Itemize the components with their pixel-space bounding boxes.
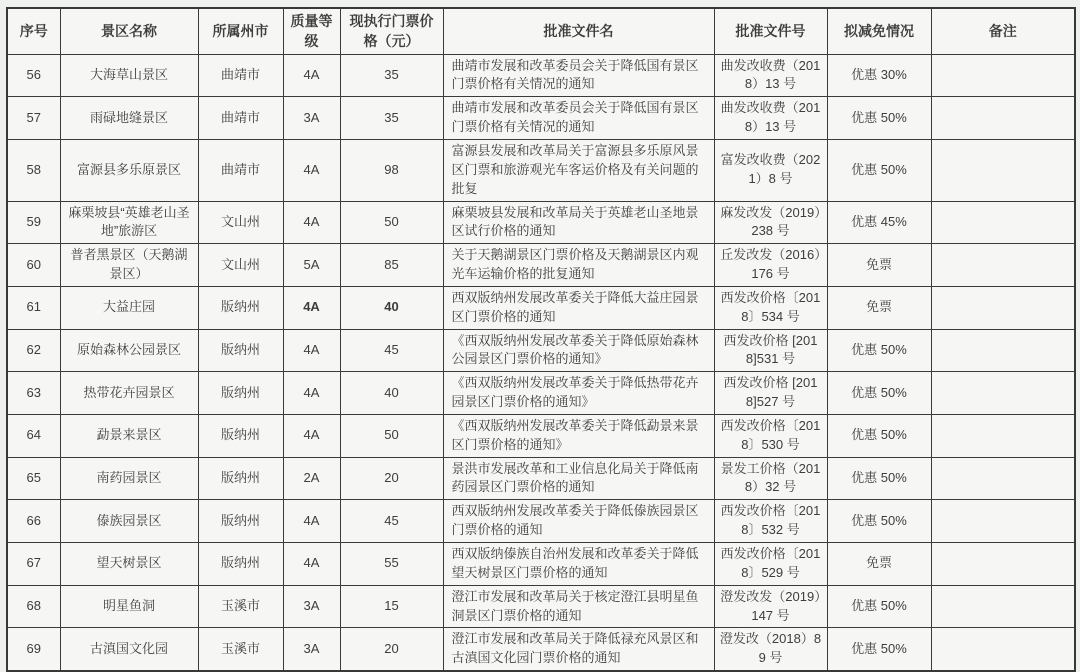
table-row (7, 628, 1075, 671)
table-row (7, 372, 1075, 415)
cell-remark (931, 628, 1075, 671)
cell-remark (931, 414, 1075, 457)
cell-quality-grade: 4A (283, 329, 340, 372)
cell-proposed-reduction: 优惠 50% (827, 139, 931, 201)
cell-current-ticket-price: 98 (340, 139, 443, 201)
cell-prefecture-city: 版纳州 (198, 457, 283, 500)
cell-scenic-area-name: 大益庄园 (60, 286, 198, 329)
cell-proposed-reduction: 免票 (827, 543, 931, 586)
cell-approval-document-number: 西发改价格〔2018〕532 号 (714, 500, 827, 543)
table-body (7, 54, 1075, 671)
cell-scenic-area-name: 富源县多乐原景区 (60, 139, 198, 201)
cell-quality-grade: 4A (283, 286, 340, 329)
table-row (7, 500, 1075, 543)
cell-prefecture-city: 文山州 (198, 244, 283, 287)
cell-prefecture-city: 玉溪市 (198, 628, 283, 671)
table-row (7, 329, 1075, 372)
cell-approval-document-number: 麻发改发（2019）238 号 (714, 201, 827, 244)
header-proposed-reduction: 拟减免情况 (827, 8, 931, 54)
cell-serial-number: 65 (7, 457, 60, 500)
cell-approval-document-number: 丘发改发（2016）176 号 (714, 244, 827, 287)
cell-scenic-area-name: 望天树景区 (60, 543, 198, 586)
table-row (7, 543, 1075, 586)
cell-approval-document-number: 富发改收费（2021）8 号 (714, 139, 827, 201)
table-row (7, 244, 1075, 287)
table-row (7, 414, 1075, 457)
table-row (7, 54, 1075, 97)
cell-prefecture-city: 版纳州 (198, 329, 283, 372)
header-serial-number: 序号 (7, 8, 60, 54)
cell-prefecture-city: 版纳州 (198, 286, 283, 329)
cell-quality-grade: 4A (283, 54, 340, 97)
cell-quality-grade: 4A (283, 414, 340, 457)
cell-quality-grade: 4A (283, 139, 340, 201)
table-row (7, 286, 1075, 329)
cell-remark (931, 543, 1075, 586)
cell-remark (931, 286, 1075, 329)
cell-proposed-reduction: 优惠 50% (827, 414, 931, 457)
cell-approval-document-name: 《西双版纳州发展改革委关于降低原始森林公园景区门票价格的通知》 (443, 329, 714, 372)
cell-proposed-reduction: 免票 (827, 244, 931, 287)
cell-remark (931, 54, 1075, 97)
cell-prefecture-city: 曲靖市 (198, 97, 283, 140)
scenic-area-ticket-price-table (6, 7, 1076, 672)
cell-proposed-reduction: 优惠 50% (827, 585, 931, 628)
cell-quality-grade: 3A (283, 628, 340, 671)
cell-remark (931, 500, 1075, 543)
cell-approval-document-name: 西双版纳州发展改革委关于降低傣族园景区门票价格的通知 (443, 500, 714, 543)
header-approval-document-number: 批准文件号 (714, 8, 827, 54)
cell-approval-document-name: 西双版纳傣族自治州发展和改革委关于降低望天树景区门票价格的通知 (443, 543, 714, 586)
cell-current-ticket-price: 45 (340, 500, 443, 543)
cell-current-ticket-price: 35 (340, 54, 443, 97)
table-row (7, 457, 1075, 500)
cell-quality-grade: 4A (283, 543, 340, 586)
cell-approval-document-name: 西双版纳州发展改革委关于降低大益庄园景区门票价格的通知 (443, 286, 714, 329)
cell-current-ticket-price: 50 (340, 414, 443, 457)
table-row (7, 201, 1075, 244)
cell-remark (931, 585, 1075, 628)
cell-current-ticket-price: 85 (340, 244, 443, 287)
cell-quality-grade: 4A (283, 500, 340, 543)
cell-prefecture-city: 曲靖市 (198, 139, 283, 201)
header-prefecture-city: 所属州市 (198, 8, 283, 54)
cell-quality-grade: 2A (283, 457, 340, 500)
cell-quality-grade: 5A (283, 244, 340, 287)
cell-proposed-reduction: 优惠 50% (827, 500, 931, 543)
cell-approval-document-name: 澄江市发展和改革局关于核定澄江县明星鱼洞景区门票价格的通知 (443, 585, 714, 628)
header-remark: 备注 (931, 8, 1075, 54)
table-row (7, 139, 1075, 201)
cell-approval-document-name: 曲靖市发展和改革委员会关于降低国有景区门票价格有关情况的通知 (443, 97, 714, 140)
cell-scenic-area-name: 普者黑景区（天鹅湖景区） (60, 244, 198, 287)
cell-remark (931, 244, 1075, 287)
cell-quality-grade: 3A (283, 585, 340, 628)
header-scenic-area-name: 景区名称 (60, 8, 198, 54)
cell-remark (931, 329, 1075, 372)
cell-approval-document-number: 澄发改（2018）89 号 (714, 628, 827, 671)
cell-approval-document-name: 澄江市发展和改革局关于降低禄充风景区和古滇国文化园门票价格的通知 (443, 628, 714, 671)
cell-proposed-reduction: 优惠 30% (827, 54, 931, 97)
cell-approval-document-number: 西发改价格 [2018]531 号 (714, 329, 827, 372)
header-approval-document-name: 批准文件名 (443, 8, 714, 54)
cell-scenic-area-name: 麻栗坡县“英雄老山圣地”旅游区 (60, 201, 198, 244)
cell-current-ticket-price: 20 (340, 628, 443, 671)
header-current-ticket-price: 现执行门票价格（元） (340, 8, 443, 54)
cell-scenic-area-name: 古滇国文化园 (60, 628, 198, 671)
cell-prefecture-city: 版纳州 (198, 372, 283, 415)
cell-scenic-area-name: 明星鱼洞 (60, 585, 198, 628)
cell-current-ticket-price: 50 (340, 201, 443, 244)
cell-serial-number: 57 (7, 97, 60, 140)
cell-current-ticket-price: 55 (340, 543, 443, 586)
cell-proposed-reduction: 免票 (827, 286, 931, 329)
cell-proposed-reduction: 优惠 50% (827, 457, 931, 500)
cell-proposed-reduction: 优惠 45% (827, 201, 931, 244)
cell-serial-number: 61 (7, 286, 60, 329)
cell-scenic-area-name: 原始森林公园景区 (60, 329, 198, 372)
cell-current-ticket-price: 45 (340, 329, 443, 372)
cell-prefecture-city: 版纳州 (198, 543, 283, 586)
cell-proposed-reduction: 优惠 50% (827, 329, 931, 372)
cell-prefecture-city: 玉溪市 (198, 585, 283, 628)
cell-prefecture-city: 文山州 (198, 201, 283, 244)
cell-approval-document-number: 景发工价格（2018）32 号 (714, 457, 827, 500)
cell-approval-document-number: 曲发改收费（2018）13 号 (714, 97, 827, 140)
cell-current-ticket-price: 35 (340, 97, 443, 140)
cell-approval-document-number: 澄发改发（2019）147 号 (714, 585, 827, 628)
cell-quality-grade: 4A (283, 201, 340, 244)
cell-current-ticket-price: 40 (340, 286, 443, 329)
cell-serial-number: 60 (7, 244, 60, 287)
cell-serial-number: 67 (7, 543, 60, 586)
header-quality-grade: 质量等级 (283, 8, 340, 54)
cell-prefecture-city: 版纳州 (198, 414, 283, 457)
cell-serial-number: 64 (7, 414, 60, 457)
cell-scenic-area-name: 傣族园景区 (60, 500, 198, 543)
cell-remark (931, 201, 1075, 244)
cell-proposed-reduction: 优惠 50% (827, 628, 931, 671)
table-row (7, 97, 1075, 140)
cell-approval-document-name: 景洪市发展改革和工业信息化局关于降低南药园景区门票价格的通知 (443, 457, 714, 500)
cell-scenic-area-name: 南药园景区 (60, 457, 198, 500)
cell-scenic-area-name: 勐景来景区 (60, 414, 198, 457)
cell-approval-document-name: 麻栗坡县发展和改革局关于英雄老山圣地景区试行价格的通知 (443, 201, 714, 244)
cell-current-ticket-price: 15 (340, 585, 443, 628)
cell-approval-document-number: 西发改价格 [2018]527 号 (714, 372, 827, 415)
cell-serial-number: 68 (7, 585, 60, 628)
cell-prefecture-city: 曲靖市 (198, 54, 283, 97)
cell-approval-document-name: 关于天鹅湖景区门票价格及天鹅湖景区内观光车运输价格的批复通知 (443, 244, 714, 287)
cell-prefecture-city: 版纳州 (198, 500, 283, 543)
cell-approval-document-number: 曲发改收费（2018）13 号 (714, 54, 827, 97)
cell-remark (931, 457, 1075, 500)
cell-proposed-reduction: 优惠 50% (827, 372, 931, 415)
cell-serial-number: 66 (7, 500, 60, 543)
cell-approval-document-name: 富源县发展和改革局关于富源县多乐原风景区门票和旅游观光车客运价格及有关问题的批复 (443, 139, 714, 201)
cell-quality-grade: 4A (283, 372, 340, 415)
table-row (7, 585, 1075, 628)
cell-remark (931, 372, 1075, 415)
cell-proposed-reduction: 优惠 50% (827, 97, 931, 140)
cell-approval-document-name: 《西双版纳州发展改革委关于降低热带花卉园景区门票价格的通知》 (443, 372, 714, 415)
cell-current-ticket-price: 40 (340, 372, 443, 415)
cell-quality-grade: 3A (283, 97, 340, 140)
cell-serial-number: 62 (7, 329, 60, 372)
cell-approval-document-name: 《西双版纳州发展改革委关于降低勐景来景区门票价格的通知》 (443, 414, 714, 457)
cell-serial-number: 56 (7, 54, 60, 97)
cell-serial-number: 59 (7, 201, 60, 244)
cell-approval-document-number: 西发改价格〔2018〕529 号 (714, 543, 827, 586)
cell-remark (931, 97, 1075, 140)
cell-approval-document-name: 曲靖市发展和改革委员会关于降低国有景区门票价格有关情况的通知 (443, 54, 714, 97)
cell-serial-number: 58 (7, 139, 60, 201)
cell-scenic-area-name: 热带花卉园景区 (60, 372, 198, 415)
cell-serial-number: 69 (7, 628, 60, 671)
cell-serial-number: 63 (7, 372, 60, 415)
cell-remark (931, 139, 1075, 201)
cell-scenic-area-name: 雨碌地缝景区 (60, 97, 198, 140)
header-row (7, 8, 1075, 54)
cell-scenic-area-name: 大海草山景区 (60, 54, 198, 97)
cell-current-ticket-price: 20 (340, 457, 443, 500)
cell-approval-document-number: 西发改价格〔2018〕530 号 (714, 414, 827, 457)
cell-approval-document-number: 西发改价格〔2018〕534 号 (714, 286, 827, 329)
